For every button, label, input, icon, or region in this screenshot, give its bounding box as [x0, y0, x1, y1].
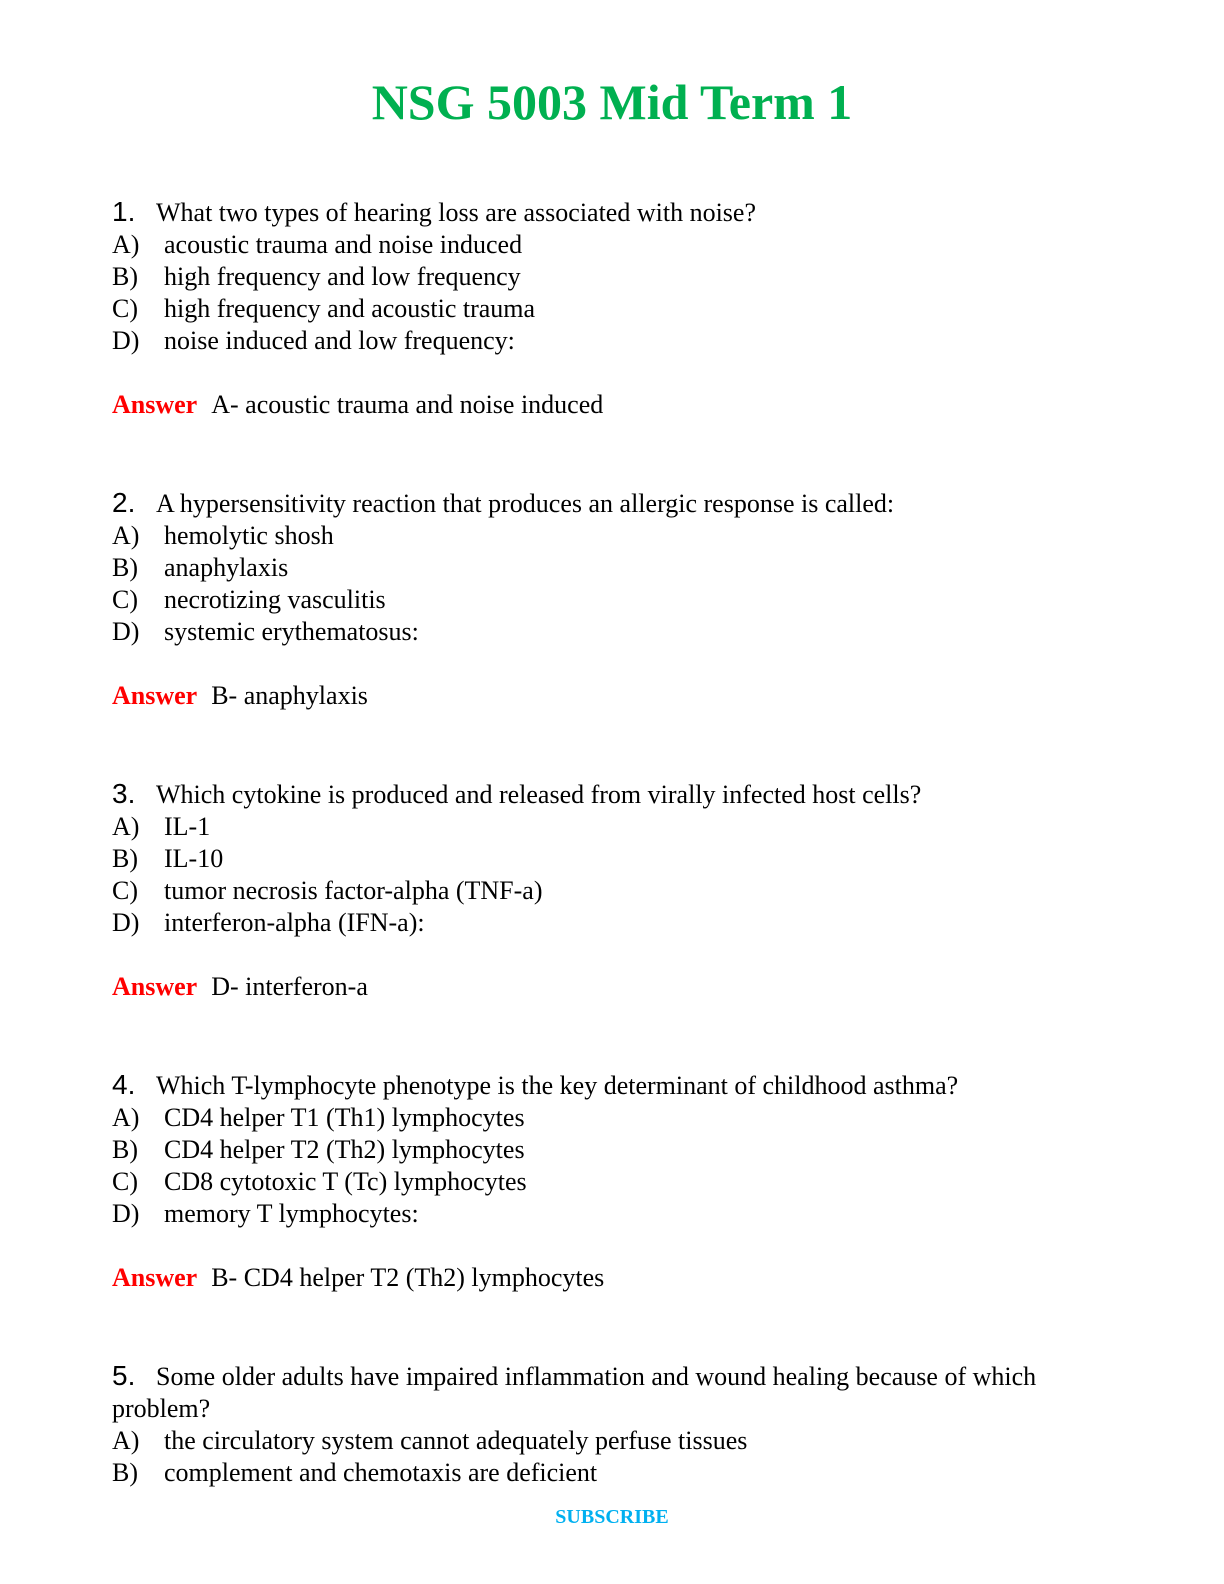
option-text: necrotizing vasculitis	[164, 585, 386, 614]
option-letter: C)	[112, 585, 138, 614]
option-text: CD4 helper T2 (Th2) lymphocytes	[164, 1135, 525, 1164]
answer-text: A- acoustic trauma and noise induced	[211, 390, 604, 419]
question-number: 1.	[112, 196, 136, 227]
answer-label: Answer	[112, 390, 198, 419]
question-text: A hypersensitivity reaction that produces an allergic response is called:	[156, 489, 895, 518]
option-letter: B)	[112, 844, 138, 873]
option-c	[112, 584, 1112, 616]
question-text: Which cytokine is produced and released from virally infected host cells?	[156, 780, 922, 809]
option-text: noise induced and low frequency:	[164, 326, 515, 355]
question-number: 4.	[112, 1069, 136, 1100]
option-text: CD4 helper T1 (Th1) lymphocytes	[164, 1103, 525, 1132]
option-letter: A)	[112, 1103, 140, 1132]
option-a	[112, 811, 1112, 843]
option-b	[112, 261, 1112, 293]
option-letter: A)	[112, 812, 140, 841]
question-text: What two types of hearing loss are associated with noise?	[156, 198, 756, 227]
option-text: acoustic trauma and noise induced	[164, 230, 523, 259]
option-letter: B)	[112, 1135, 138, 1164]
answer-text: D- interferon-a	[211, 972, 368, 1001]
option-text: hemolytic shosh	[164, 521, 334, 550]
option-text: IL-1	[164, 812, 211, 841]
option-letter: C)	[112, 1167, 138, 1196]
option-a	[112, 229, 1112, 261]
answer-text: B- anaphylaxis	[211, 681, 368, 710]
option-text: high frequency and low frequency	[164, 262, 521, 291]
option-text: interferon-alpha (IFN-a):	[164, 908, 425, 937]
question-1	[112, 196, 1112, 421]
question-2	[112, 487, 1112, 712]
question-text: Some older adults have impaired inflammation and wound healing because of which problem?	[112, 1362, 1037, 1423]
question-5	[112, 1360, 1112, 1489]
question-number: 5.	[112, 1360, 136, 1391]
option-letter: B)	[112, 1458, 138, 1487]
option-letter: D)	[112, 908, 140, 937]
page-title: NSG 5003 Mid Term 1	[371, 74, 853, 130]
answer-label: Answer	[112, 681, 198, 710]
question-text: Which T-lymphocyte phenotype is the key determinant of childhood asthma?	[156, 1071, 959, 1100]
option-letter: B)	[112, 262, 138, 291]
answer-label: Answer	[112, 1263, 198, 1292]
option-letter: C)	[112, 876, 138, 905]
option-text: anaphylaxis	[164, 553, 289, 582]
option-a	[112, 1425, 1112, 1457]
option-b	[112, 1134, 1112, 1166]
option-text: IL-10	[164, 844, 224, 873]
option-text: CD8 cytotoxic T (Tc) lymphocytes	[164, 1167, 527, 1196]
answer-label: Answer	[112, 972, 198, 1001]
option-letter: D)	[112, 1199, 140, 1228]
option-a	[112, 520, 1112, 552]
option-text: systemic erythematosus:	[164, 617, 419, 646]
question-stem	[112, 1069, 1112, 1102]
option-d	[112, 616, 1112, 648]
question-stem	[112, 196, 1112, 229]
option-b	[112, 1457, 1112, 1489]
answer-line	[112, 680, 1112, 712]
question-stem	[112, 778, 1112, 811]
option-text: complement and chemotaxis are deficient	[164, 1458, 598, 1487]
answer-line	[112, 1262, 1112, 1294]
answer-line	[112, 389, 1112, 421]
option-d	[112, 1198, 1112, 1230]
question-4	[112, 1069, 1112, 1294]
option-text: memory T lymphocytes:	[164, 1199, 419, 1228]
option-d	[112, 907, 1112, 939]
option-b	[112, 552, 1112, 584]
question-number: 3.	[112, 778, 136, 809]
answer-line	[112, 971, 1112, 1003]
option-d	[112, 325, 1112, 357]
option-a	[112, 1102, 1112, 1134]
option-c	[112, 1166, 1112, 1198]
option-text: high frequency and acoustic trauma	[164, 294, 536, 323]
option-text: tumor necrosis factor-alpha (TNF-a)	[164, 876, 543, 905]
option-letter: C)	[112, 294, 138, 323]
question-number: 2.	[112, 487, 136, 518]
option-letter: D)	[112, 617, 140, 646]
option-letter: D)	[112, 326, 140, 355]
option-b	[112, 843, 1112, 875]
option-letter: A)	[112, 230, 140, 259]
option-text: the circulatory system cannot adequately perfuse tissues	[164, 1426, 748, 1455]
option-c	[112, 875, 1112, 907]
question-stem	[112, 487, 1112, 520]
option-c	[112, 293, 1112, 325]
question-stem	[112, 1360, 1112, 1425]
option-letter: A)	[112, 521, 140, 550]
answer-text: B- CD4 helper T2 (Th2) lymphocytes	[211, 1263, 605, 1292]
subscribe-link[interactable]: SUBSCRIBE	[555, 1506, 669, 1528]
option-letter: B)	[112, 553, 138, 582]
question-3	[112, 778, 1112, 1003]
option-letter: A)	[112, 1426, 140, 1455]
